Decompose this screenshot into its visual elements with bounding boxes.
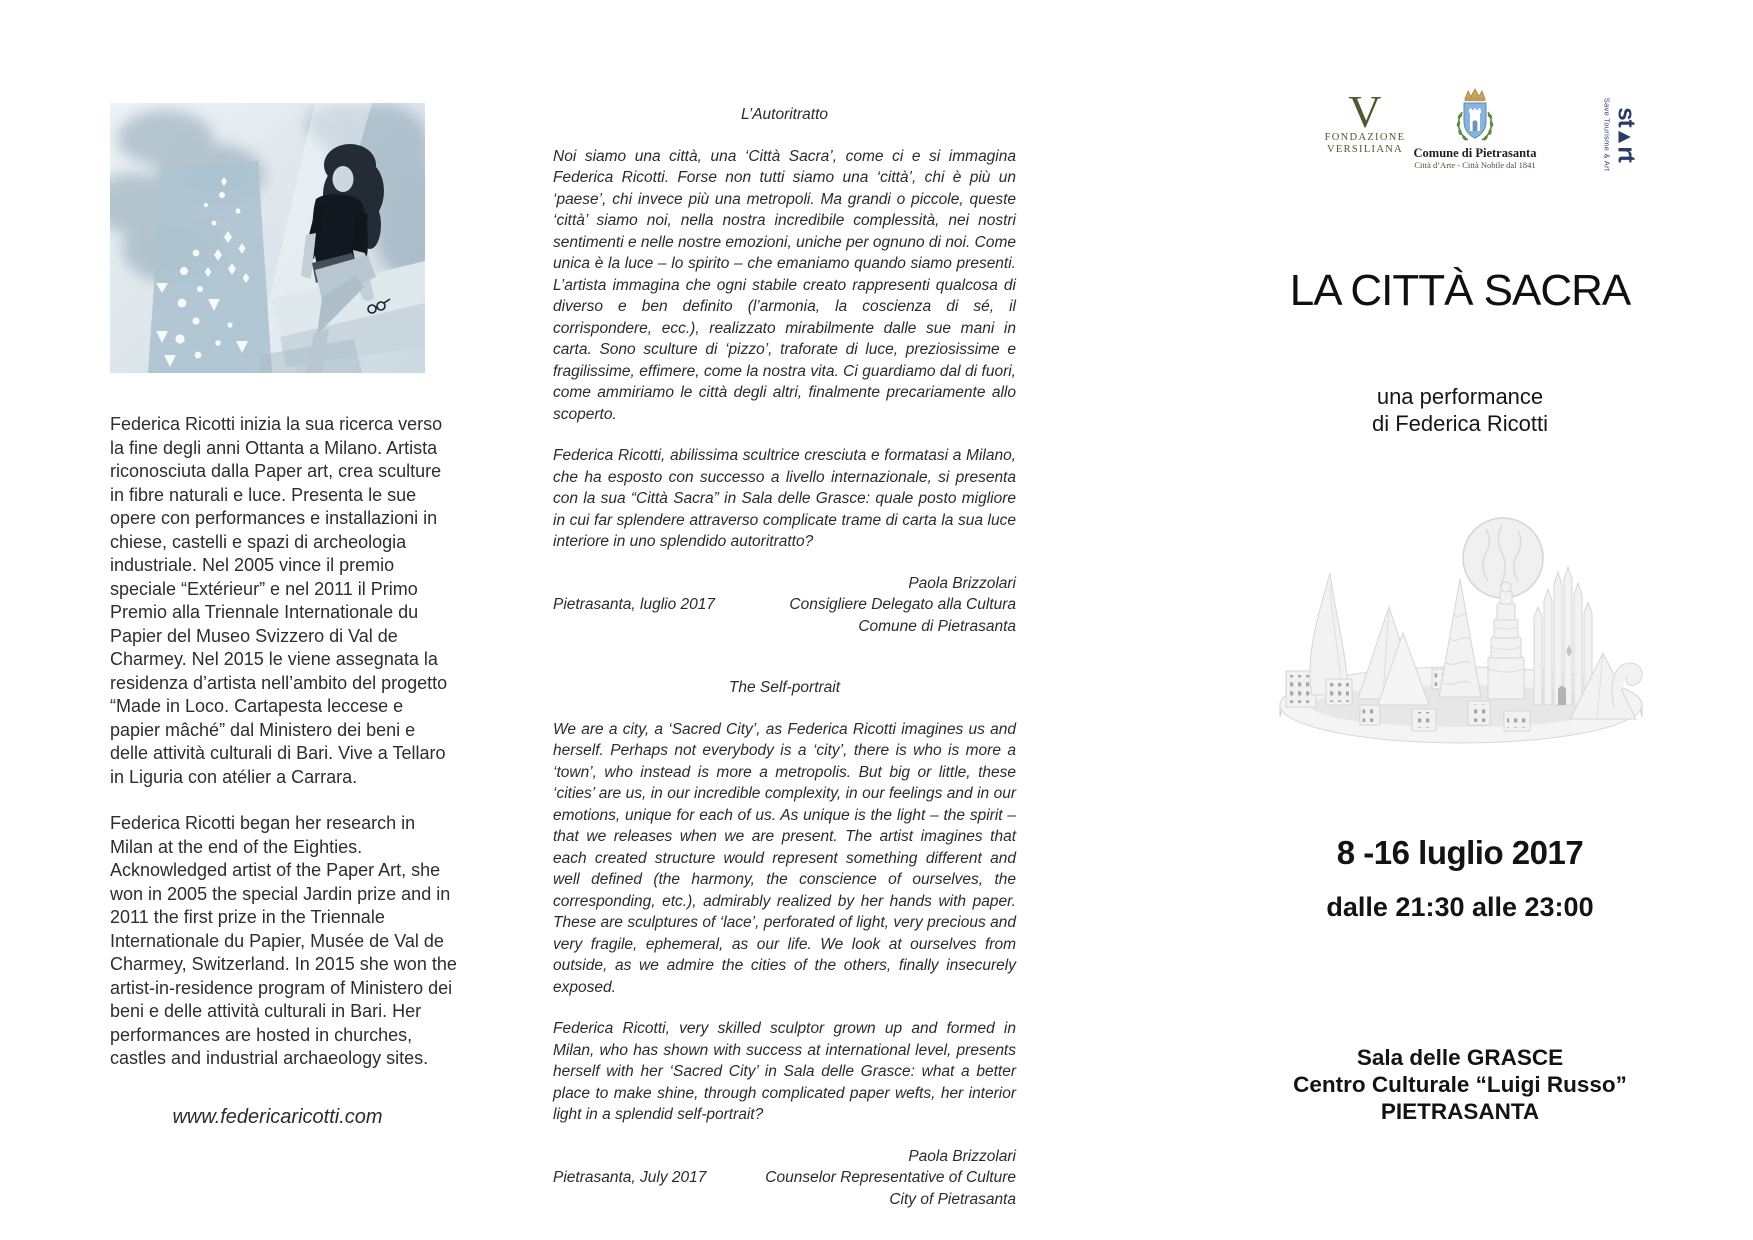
versiliana-v-icon: V	[1348, 86, 1382, 137]
bio-paragraph-english: Federica Ricotti began her research in Milan at the end of the Eighties. Acknowledged artist of the Paper Art, she won in 2005 the special Jardin prize and in 2011 the first prize in the Triennale Internationale du Papier, Musée de Val de Charmey, Switzerland. In 2015 she won the artist-in-residence program of Ministero dei beni e delle attività culturali in Bari. Her performances are hosted in churches, castles and industrial archaeology sites.	[110, 813, 457, 1068]
place-date-english: Pietrasanta, July 2017	[553, 1169, 707, 1186]
bio-paragraph-italian: Federica Ricotti inizia la sua ricerca verso la fine degli anni Ottanta a Milano. Artista riconosciuta dalla Paper art, crea sculture in fibre naturali e luce. Presenta le sue opere con performances e installazioni in chiese, castelli e spazi di archeologia industriale. Nel 2005 vince il premio speciale “Extérieur” e nel 2011 il Primo Premio alla Triennale Internationale du Papier del Museo Svizzero di Val de Charmey. Nel 2015 le viene assegnata la residenza d’artista nell’ambito del progetto “Made in Loco. Cartapesta leccese e papier mâché” dal Ministero dei beni e delle attività culturali di Bari. Vive a Tellaro in Liguria con atélier a Carrara.	[110, 414, 448, 787]
essay-paragraph-it-1: Noi siamo una città, una ‘Città Sacra’, come ci e si immagina Federica Ricotti. Forse non tutti siamo una ‘città’, chi è più un ‘paese’, chi invece più una metropoli. Ma grandi o piccole, queste ‘città’ siamo noi, nella nostra incredibile complessità, nei nostri sentimenti e nelle nostre emozioni, uniche per ognuno di noi. Come unica è la luce – lo spirito – che emaniamo quando siamo presenti. L’artista immagina che ogni stabile creato rappresenti qualcosa di diverso e ben definito (l’armonia, la coscienza di sé, il corrispondere, ecc.), realizzato mirabilmente dalle sue mani in carta. Sono sculture di ‘pizzo’, traforate di luce, preziosissime e fragilissime, effimere, come la nostra vita. Ci guardiamo dal di fuori, come ammiriamo le città degli altri, finalmente precariamente allo scoperto.	[553, 147, 1016, 423]
section-title-italian: L’Autoritratto	[740, 106, 829, 123]
essay-paragraph-en-1: We are a city, a ‘Sacred City’, as Federica Ricotti imagines us and herself. Perhaps not everybody is a ‘city’, there is who is more a ‘town’, who instead is more a metropolis. But big or little, these ‘cities’ are us, in our incredible complexity, in our feelings and in our emotions, unique for each of us. As unique is the light – the spirit – that we releases when we are present. The artist imagines that each created structure would represent something different and well defined (the harmony, the conscience of ourselves, the corresponding, etc.), admirably realized by her hands with paper. These are sculptures of ‘lace’, perforated of light, very precious and very fragile, ephemeral, as our life. We look at ourselves from outside, as we admire the cities of the others, finally insecurely exposed.	[553, 720, 1016, 996]
place-date-italian: Pietrasanta, luglio 2017	[553, 596, 716, 613]
start-tagline: Save Tourisme & Art	[1602, 97, 1612, 171]
event-subtitle: una performance di Federica Ricotti	[1371, 384, 1549, 436]
signature-block-english	[553, 1146, 1016, 1211]
comune-di-pietrasanta-logo: Comune di Pietrasanta Città d’Arte - Città Nobile dal 1841	[1412, 86, 1538, 170]
signature-block-italian	[553, 573, 1016, 638]
signer-institution: City of Pietrasanta	[889, 1190, 1016, 1208]
section-title-english: The Self-portrait	[728, 679, 841, 696]
crest-tower-icon	[1469, 109, 1481, 132]
paper-city-sculpture-image	[1272, 455, 1647, 755]
cover-panel	[1180, 0, 1740, 1240]
essay-paragraph-it-2: Federica Ricotti, abilissima scultrice cresciuta e formatasi a Milano, che ha esposto con successo a livello internazionale, si presenta con la sua “Città Sacra” in Sala delle Grasce: quale posto migliore in cui far splendere attraverso complicate trame di carta la sua luce interiore in uno splendido autoritratto?	[553, 447, 1016, 550]
pietrasanta-crest-icon	[1452, 86, 1498, 144]
event-dates: 8 -16 luglio 2017	[1336, 834, 1584, 871]
essay-column	[553, 104, 1016, 1210]
signer-name: Paola Brizzolari	[908, 1147, 1016, 1165]
sail-triangle-icon: ▲	[1613, 126, 1637, 146]
venue-city: PIETRASANTA	[1380, 1099, 1540, 1124]
event-title: LA CITTÀ SACRA	[1289, 266, 1631, 315]
fondazione-versiliana-logo: V FONDAZIONE VERSILIANA	[1310, 92, 1420, 156]
artist-portrait-photo	[110, 103, 425, 373]
signer-role: Counselor Representative of Culture	[765, 1169, 1016, 1186]
artist-biography	[110, 413, 458, 1071]
start-wordmark: st▲rt	[1612, 106, 1640, 162]
venue-center: Centro Culturale “Luigi Russo”	[1293, 1072, 1627, 1097]
start-save-tourisme-art-logo	[1578, 92, 1662, 176]
spiral-tower	[1488, 582, 1524, 699]
website-link[interactable]: www.federicaricotti.com	[172, 1106, 383, 1128]
essay-paragraph-en-2: Federica Ricotti, very skilled sculptor grown up and formed in Milan, who has shown with success at international level, presents herself with her ‘Sacred City’ in Sala delle Grasce: what a better place to make shine, through complicated paper wefts, her interior light in a splendid self-portrait?	[553, 1020, 1016, 1123]
venue-hall: Sala delle GRASCE	[1356, 1045, 1564, 1070]
event-venue	[1180, 1044, 1740, 1125]
papercut-shadow-panel	[148, 161, 272, 373]
crest-crown-icon	[1465, 89, 1485, 101]
event-time: dalle 21:30 alle 23:00	[1326, 892, 1594, 922]
signer-name: Paola Brizzolari	[908, 574, 1016, 592]
signer-institution: Comune di Pietrasanta	[858, 617, 1016, 635]
signer-role: Consigliere Delegato alla Cultura	[789, 596, 1016, 613]
